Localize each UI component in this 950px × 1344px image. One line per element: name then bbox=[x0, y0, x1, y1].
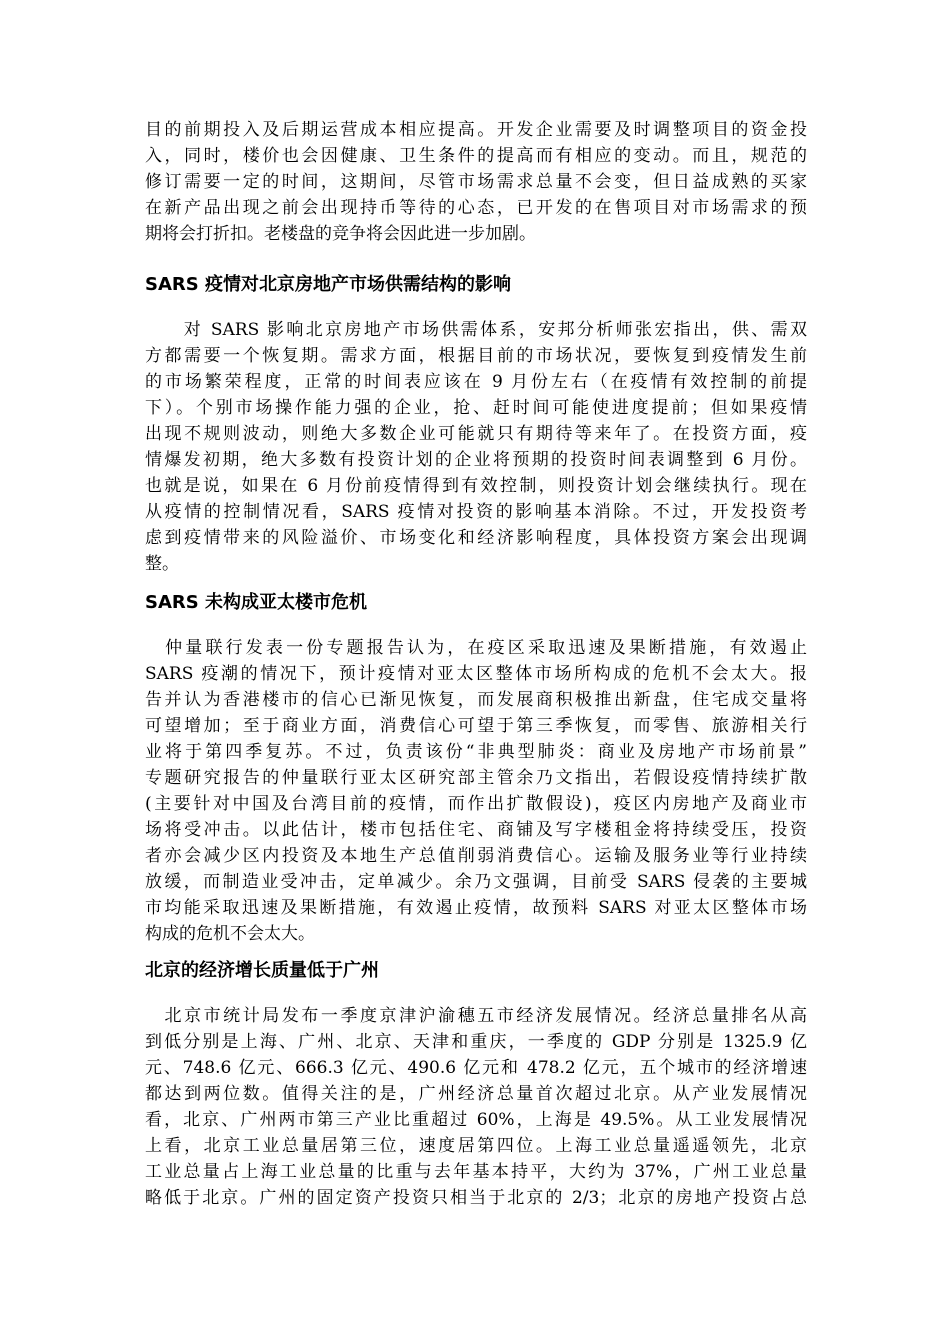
text-line: 情爆发初期，绝大多数有投资计划的企业将预期的投资时间表调整到 6 月份。 bbox=[145, 450, 807, 470]
text-line: 也就是说，如果在 6 月份前疫情得到有效控制，则投资计划会继续执行。现在 bbox=[145, 476, 807, 496]
text-line: 看，北京、广州两市第三产业比重超过 60%，上海是 49.5%。从工业发展情况 bbox=[145, 1110, 807, 1130]
text-line: 元、748.6 亿元、666.3 亿元、490.6 亿元和 478.2 亿元，五个城市的经济增速 bbox=[145, 1058, 807, 1078]
text-line: 在新产品出现之前会出现持币等待的心态，已开发的在售项目对市场需求的预 bbox=[145, 198, 807, 218]
text-line: 入，同时，楼价也会因健康、卫生条件的提高而有相应的变动。而且，规范的 bbox=[145, 146, 807, 166]
text-line: 放缓，而制造业受冲击，定单减少。余乃文强调，目前受 SARS 侵袭的主要城 bbox=[145, 872, 807, 892]
text-line: 者亦会减少区内投资及本地生产总值削弱消费信心。运输及服务业等行业持续 bbox=[145, 846, 807, 866]
heading-asia-pacific-crisis: SARS 未构成亚太楼市危机 bbox=[145, 592, 367, 613]
text-line: 目的前期投入及后期运营成本相应提高。开发企业需要及时调整项目的资金投 bbox=[145, 120, 807, 140]
text-line: 仲量联行发表一份专题报告认为，在疫区采取迅速及果断措施，有效遏止 bbox=[145, 638, 807, 658]
text-line: 可望增加；至于商业方面，消费信心可望于第三季恢复，而零售、旅游相关行 bbox=[145, 716, 807, 736]
paragraph-cost-impact bbox=[145, 117, 807, 247]
text-line: 出现不规则波动，则绝大多数企业可能就只有期待等来年了。在投资方面，疫 bbox=[145, 424, 807, 444]
heading-beijing-growth: 北京的经济增长质量低于广州 bbox=[145, 960, 379, 981]
paragraph-supply-demand bbox=[145, 317, 807, 577]
heading-sars-supply-demand: SARS 疫情对北京房地产市场供需结构的影响 bbox=[145, 274, 511, 295]
text-line: 业将于第四季复苏。不过，负责该份“非典型肺炎：商业及房地产市场前景” bbox=[145, 742, 807, 762]
text-line: 专题研究报告的仲量联行亚太区研究部主管余乃文指出，若假设疫情持续扩散 bbox=[145, 768, 807, 788]
text-line: 构成的危机不会太大。 bbox=[145, 924, 315, 944]
text-line: 修订需要一定的时间，这期间，尽管市场需求总量不会变，但日益成熟的买家 bbox=[145, 172, 807, 192]
text-line: SARS 疫潮的情况下，预计疫情对亚太区整体市场所构成的危机不会太大。报 bbox=[145, 664, 807, 684]
text-line: 场将受冲击。以此估计，楼市包括住宅、商铺及写字楼租金将持续受压，投资 bbox=[145, 820, 807, 840]
text-line: 到低分别是上海、广州、北京、天津和重庆，一季度的 GDP 分别是 1325.9 亿 bbox=[145, 1032, 807, 1052]
text-line: 整。 bbox=[145, 554, 179, 574]
text-line: 对 SARS 影响北京房地产市场供需体系，安邦分析师张宏指出，供、需双 bbox=[145, 320, 807, 340]
text-line: (主要针对中国及台湾目前的疫情，而作出扩散假设)，疫区内房地产及商业市 bbox=[145, 794, 807, 814]
text-line: 市均能采取迅速及果断措施，有效遏止疫情，故预料 SARS 对亚太区整体市场 bbox=[145, 898, 807, 918]
text-line: 下）。个别市场操作能力强的企业，抢、赶时间可能使进度提前；但如果疫情 bbox=[145, 398, 807, 418]
paragraph-beijing-growth bbox=[145, 1003, 807, 1211]
text-line: 虑到疫情带来的风险溢价、市场变化和经济影响程度，具体投资方案会出现调 bbox=[145, 528, 807, 548]
text-line: 从疫情的控制情况看，SARS 疫情对投资的影响基本消除。不过，开发投资考 bbox=[145, 502, 807, 522]
paragraph-asia-pacific bbox=[145, 635, 807, 947]
text-line: 的市场繁荣程度，正常的时间表应该在 9 月份左右（在疫情有效控制的前提 bbox=[145, 372, 807, 392]
text-line: 告并认为香港楼市的信心已渐见恢复，而发展商积极推出新盘，住宅成交量将 bbox=[145, 690, 807, 710]
text-line: 略低于北京。广州的固定资产投资只相当于北京的 2/3；北京的房地产投资占总 bbox=[145, 1188, 807, 1208]
text-line: 方都需要一个恢复期。需求方面，根据目前的市场状况，要恢复到疫情发生前 bbox=[145, 346, 807, 366]
text-line: 都达到两位数。值得关注的是，广州经济总量首次超过北京。从产业发展情况 bbox=[145, 1084, 807, 1104]
text-line: 上看，北京工业总量居第三位，速度居第四位。上海工业总量遥遥领先，北京 bbox=[145, 1136, 807, 1156]
text-line: 工业总量占上海工业总量的比重与去年基本持平，大约为 37%，广州工业总量 bbox=[145, 1162, 807, 1182]
text-line: 期将会打折扣。老楼盘的竞争将会因此进一步加剧。 bbox=[145, 224, 536, 244]
text-line: 北京市统计局发布一季度京津沪渝穗五市经济发展情况。经济总量排名从高 bbox=[145, 1006, 807, 1026]
